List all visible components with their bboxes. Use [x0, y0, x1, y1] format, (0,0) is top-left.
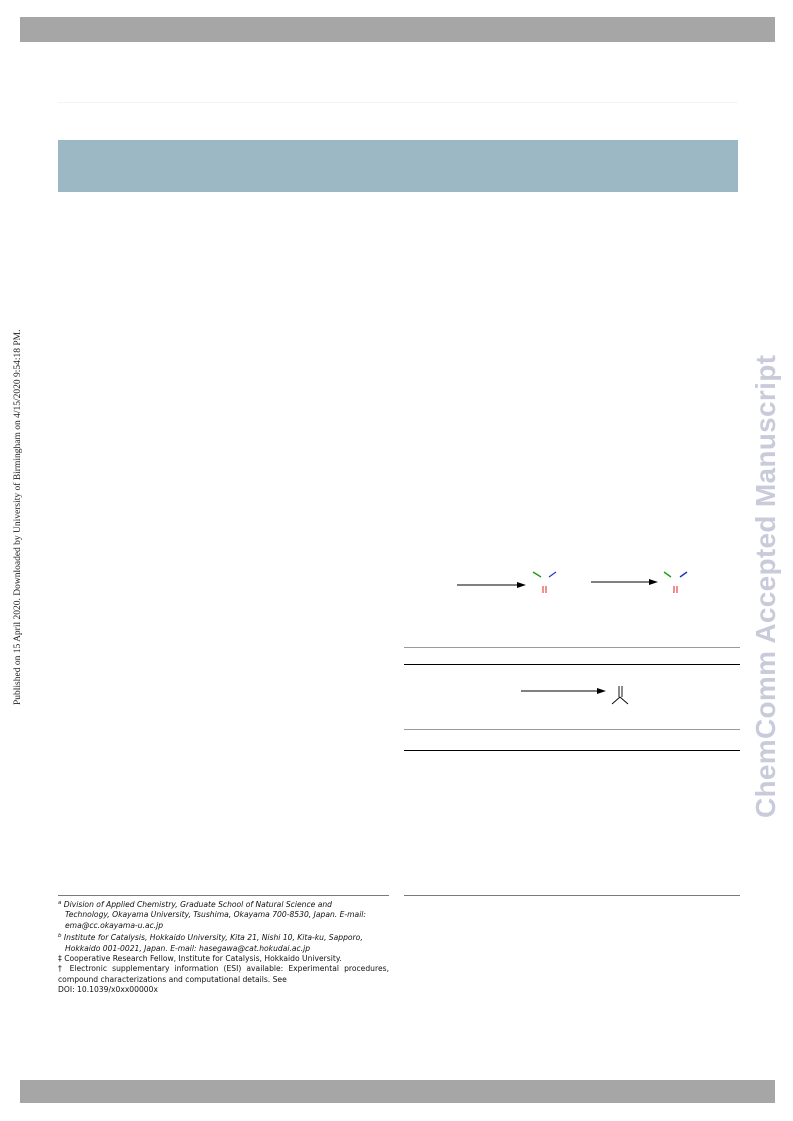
- footnote-a-line-2: Technology, Okayama University, Tsushima, Okayama 700-8530, Japan. E-mail:: [65, 910, 366, 920]
- affiliation-footnotes: [58, 898, 389, 996]
- table-bottom-rule: [404, 750, 740, 751]
- footnote-b-marker: b: [58, 933, 62, 940]
- footnote-divider-left: [58, 895, 389, 896]
- footnote-b-line-1: Institute for Catalysis, Hokkaido University, Kita 21, Nishi 10, Kita-ku, Sapporo,: [63, 933, 363, 943]
- publication-notice: Published on 15 April 2020. Downloaded by University of Birmingham on 4/15/2020 9:54:18 PM.: [13, 329, 23, 705]
- footnote-cooperative-fellow: ‡ Cooperative Research Fellow, Institute for Catalysis, Hokkaido University.: [58, 954, 342, 964]
- footnote-b-line-2: Hokkaido 001-0021, Japan. E-mail: hasegawa@cat.hokudai.ac.jp: [65, 943, 311, 953]
- reaction-arrow-3: [521, 688, 606, 694]
- footnote-a: [58, 898, 389, 931]
- footnote-a-marker: a: [58, 900, 62, 906]
- footnote-divider-right: [404, 895, 740, 896]
- ketone-structure: [612, 686, 628, 704]
- footnote-b: [58, 931, 389, 954]
- footnote-esi: † Electronic supplementary information (ESI) available: Experimental procedures, compound characterizations and computational details. See: [58, 964, 389, 984]
- footnote-a-email[interactable]: ema@cc.okayama-u.ac.jp: [65, 920, 164, 930]
- table-mid-rule: [404, 729, 740, 730]
- accepted-manuscript-watermark: ChemComm Accepted Manuscript: [750, 354, 781, 818]
- footnote-a-line-1: Division of Applied Chemistry, Graduate School of Natural Science and: [63, 900, 332, 909]
- footnote-doi[interactable]: DOI: 10.1039/x0xx00000x: [58, 985, 158, 995]
- bottom-gray-band: [20, 1080, 775, 1103]
